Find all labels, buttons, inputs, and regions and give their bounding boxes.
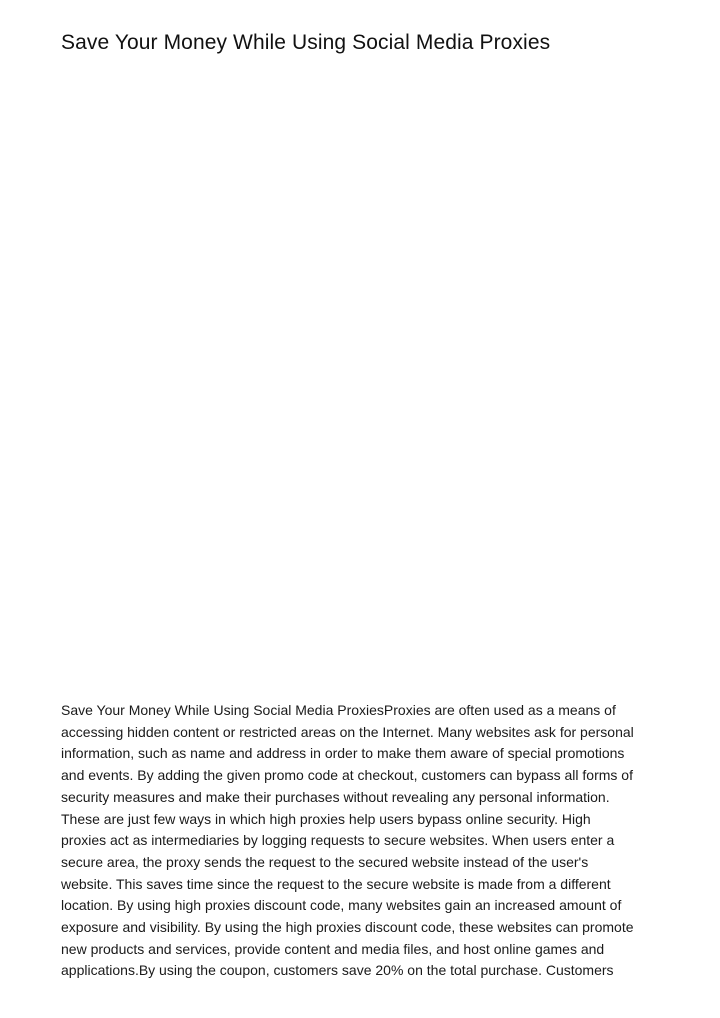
body-line: secure area, the proxy sends the request to the secured website instead of the user's xyxy=(61,853,589,870)
body-line: proxies act as intermediaries by logging requests to secure websites. When users enter a xyxy=(61,832,615,849)
page-title: Save Your Money While Using Social Media Proxies xyxy=(61,31,551,54)
body-line: Save Your Money While Using Social Media ProxiesProxies are often used as a means of xyxy=(61,702,616,718)
body-line: website. This saves time since the request to the secure website is made from a different xyxy=(61,875,611,892)
body-line: exposure and visibility. By using the high proxies discount code, these websites can promote xyxy=(61,919,634,936)
body-line: and events. By adding the given promo code at checkout, customers can bypass all forms of xyxy=(61,767,633,784)
body-line: applications.By using the coupon, customers save 20% on the total purchase. Customers xyxy=(61,962,614,979)
body-line: location. By using high proxies discount code, many websites gain an increased amount of xyxy=(61,897,622,914)
body-line: security measures and make their purchases without revealing any personal information. xyxy=(61,788,610,805)
body-line: new products and services, provide content and media files, and host online games and xyxy=(61,940,605,957)
body-paragraph xyxy=(61,700,661,982)
body-line: These are just few ways in which high proxies help users bypass online security. High xyxy=(61,810,591,827)
body-line: accessing hidden content or restricted areas on the Internet. Many websites ask for personal xyxy=(61,723,634,740)
body-line: information, such as name and address in order to make them aware of special promotions xyxy=(61,745,625,762)
